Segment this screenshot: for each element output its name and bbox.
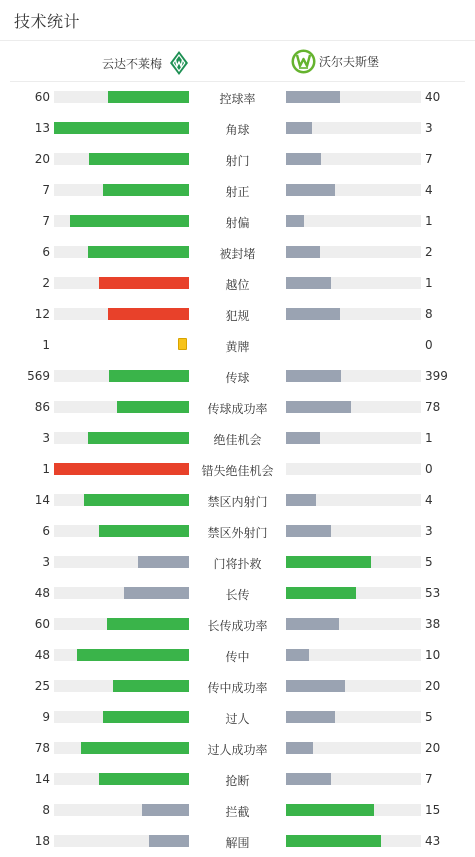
away-value: 8 bbox=[425, 307, 433, 321]
stat-row bbox=[0, 361, 475, 392]
home-bar-fill bbox=[103, 711, 189, 723]
away-bar bbox=[286, 246, 421, 258]
stat-label: 被封堵 bbox=[219, 247, 256, 261]
home-bar bbox=[54, 463, 189, 475]
home-value: 14 bbox=[34, 772, 50, 786]
away-bar-fill bbox=[286, 494, 316, 506]
away-bar bbox=[286, 556, 421, 568]
home-team-name: 云达不莱梅 bbox=[102, 56, 163, 71]
home-bar-fill bbox=[107, 618, 189, 630]
away-bar-fill bbox=[286, 618, 339, 630]
stat-row bbox=[0, 547, 475, 578]
away-bar bbox=[286, 401, 421, 413]
away-bar-fill bbox=[286, 525, 331, 537]
wolfsburg-logo-icon bbox=[291, 49, 316, 74]
stat-label: 禁区内射门 bbox=[207, 495, 268, 509]
home-value: 3 bbox=[42, 431, 50, 445]
home-bar-fill bbox=[113, 680, 189, 692]
away-value: 5 bbox=[425, 555, 433, 569]
home-value: 48 bbox=[34, 586, 50, 600]
stat-row bbox=[0, 485, 475, 516]
home-value: 12 bbox=[34, 307, 50, 321]
home-bar bbox=[54, 773, 189, 785]
home-value: 8 bbox=[42, 803, 50, 817]
stat-label: 拦截 bbox=[225, 805, 250, 819]
away-value: 1 bbox=[425, 276, 433, 290]
home-value: 60 bbox=[34, 90, 50, 104]
away-value: 78 bbox=[425, 400, 441, 414]
home-bar bbox=[54, 246, 189, 258]
stat-row bbox=[0, 268, 475, 299]
away-bar-fill bbox=[286, 91, 340, 103]
home-bar-fill bbox=[88, 432, 189, 444]
away-bar bbox=[286, 308, 421, 320]
away-bar bbox=[286, 91, 421, 103]
stat-label: 长传成功率 bbox=[207, 619, 268, 633]
home-value: 20 bbox=[34, 152, 50, 166]
home-bar-fill bbox=[124, 587, 189, 599]
home-value: 3 bbox=[42, 555, 50, 569]
away-bar bbox=[286, 277, 421, 289]
home-value: 78 bbox=[34, 741, 50, 755]
stat-row bbox=[0, 299, 475, 330]
home-value: 14 bbox=[34, 493, 50, 507]
away-bar-fill bbox=[286, 804, 374, 816]
stat-label: 解围 bbox=[225, 836, 250, 850]
home-value: 13 bbox=[34, 121, 50, 135]
home-bar bbox=[54, 680, 189, 692]
stat-row bbox=[0, 206, 475, 237]
home-bar-fill bbox=[88, 246, 189, 258]
stat-row bbox=[0, 237, 475, 268]
stat-row bbox=[0, 640, 475, 671]
stat-label: 长传 bbox=[225, 588, 250, 602]
home-bar bbox=[54, 91, 189, 103]
away-value: 5 bbox=[425, 710, 433, 724]
home-value: 569 bbox=[27, 369, 50, 383]
teams-header bbox=[10, 41, 465, 81]
away-value: 3 bbox=[425, 524, 433, 538]
home-bar bbox=[54, 308, 189, 320]
away-value: 0 bbox=[425, 338, 433, 352]
away-bar-fill bbox=[286, 153, 321, 165]
away-bar bbox=[286, 215, 421, 227]
stat-label: 传球 bbox=[225, 371, 250, 385]
stat-row bbox=[0, 175, 475, 206]
away-bar bbox=[286, 742, 421, 754]
stat-row bbox=[0, 392, 475, 423]
home-value: 9 bbox=[42, 710, 50, 724]
stat-row bbox=[0, 330, 475, 361]
home-bar-fill bbox=[103, 184, 189, 196]
home-bar-fill bbox=[89, 153, 189, 165]
home-bar-fill bbox=[54, 463, 189, 475]
home-bar-fill bbox=[142, 804, 189, 816]
home-bar-fill bbox=[70, 215, 189, 227]
home-bar-fill bbox=[149, 835, 190, 847]
home-bar bbox=[54, 215, 189, 227]
away-value: 1 bbox=[425, 431, 433, 445]
away-bar bbox=[286, 494, 421, 506]
stat-label: 传球成功率 bbox=[207, 402, 268, 416]
stat-row bbox=[0, 764, 475, 795]
home-value: 6 bbox=[42, 245, 50, 259]
home-bar-fill bbox=[109, 370, 189, 382]
home-bar-fill bbox=[138, 556, 189, 568]
home-bar bbox=[54, 122, 189, 134]
home-bar bbox=[54, 711, 189, 723]
home-bar-fill bbox=[99, 525, 189, 537]
home-bar-fill bbox=[108, 308, 189, 320]
home-bar bbox=[54, 277, 189, 289]
home-team[interactable] bbox=[102, 51, 188, 75]
stat-label: 绝佳机会 bbox=[213, 433, 262, 447]
away-bar-fill bbox=[286, 432, 320, 444]
away-value: 1 bbox=[425, 214, 433, 228]
home-value: 60 bbox=[34, 617, 50, 631]
away-bar-fill bbox=[286, 649, 309, 661]
stat-row bbox=[0, 516, 475, 547]
stat-label: 越位 bbox=[225, 278, 250, 292]
away-bar bbox=[286, 680, 421, 692]
home-value: 2 bbox=[42, 276, 50, 290]
away-bar-fill bbox=[286, 773, 331, 785]
away-bar-fill bbox=[286, 711, 335, 723]
home-value: 86 bbox=[34, 400, 50, 414]
away-bar-fill bbox=[286, 556, 371, 568]
away-bar-fill bbox=[286, 370, 341, 382]
away-bar bbox=[286, 525, 421, 537]
away-bar bbox=[286, 649, 421, 661]
away-bar bbox=[286, 711, 421, 723]
home-bar-fill bbox=[117, 401, 189, 413]
away-bar bbox=[286, 773, 421, 785]
stat-label: 黄牌 bbox=[225, 340, 250, 354]
away-value: 4 bbox=[425, 183, 433, 197]
home-bar bbox=[54, 525, 189, 537]
home-value: 25 bbox=[34, 679, 50, 693]
home-bar bbox=[54, 742, 189, 754]
stat-label: 角球 bbox=[225, 123, 250, 137]
yellow-card-icon bbox=[178, 338, 187, 350]
home-value: 1 bbox=[42, 462, 50, 476]
home-bar bbox=[54, 649, 189, 661]
away-bar bbox=[286, 184, 421, 196]
away-bar-fill bbox=[286, 184, 335, 196]
home-bar bbox=[54, 618, 189, 630]
away-value: 7 bbox=[425, 152, 433, 166]
stats-list bbox=[0, 82, 475, 857]
stat-row bbox=[0, 144, 475, 175]
stat-row bbox=[0, 454, 475, 485]
away-bar bbox=[286, 463, 421, 475]
stat-label: 控球率 bbox=[219, 92, 256, 106]
werder-bremen-logo-icon bbox=[170, 51, 188, 75]
away-value: 15 bbox=[425, 803, 441, 817]
away-bar bbox=[286, 122, 421, 134]
away-value: 43 bbox=[425, 834, 441, 848]
stat-row bbox=[0, 795, 475, 826]
home-bar bbox=[54, 432, 189, 444]
home-bar bbox=[54, 494, 189, 506]
away-bar bbox=[286, 432, 421, 444]
stat-row bbox=[0, 826, 475, 857]
away-bar-fill bbox=[286, 308, 340, 320]
away-team-name: 沃尔夫斯堡 bbox=[319, 55, 380, 69]
away-value: 2 bbox=[425, 245, 433, 259]
away-bar-fill bbox=[286, 277, 331, 289]
away-bar-fill bbox=[286, 680, 345, 692]
stat-label: 射正 bbox=[225, 185, 250, 199]
away-bar-fill bbox=[286, 122, 312, 134]
stat-label: 过人 bbox=[225, 712, 250, 726]
stat-row bbox=[0, 113, 475, 144]
home-value: 48 bbox=[34, 648, 50, 662]
stat-row bbox=[0, 423, 475, 454]
stat-label: 犯规 bbox=[225, 309, 250, 323]
away-value: 38 bbox=[425, 617, 441, 631]
away-value: 20 bbox=[425, 741, 441, 755]
home-bar bbox=[54, 370, 189, 382]
home-bar-fill bbox=[77, 649, 189, 661]
stat-row bbox=[0, 578, 475, 609]
home-bar bbox=[54, 153, 189, 165]
stat-row bbox=[0, 733, 475, 764]
home-value: 18 bbox=[34, 834, 50, 848]
home-bar-fill bbox=[99, 277, 189, 289]
home-bar-fill bbox=[54, 122, 189, 134]
away-value: 53 bbox=[425, 586, 441, 600]
away-value: 40 bbox=[425, 90, 441, 104]
page-title: 技术统计 bbox=[14, 12, 81, 31]
home-value: 7 bbox=[42, 214, 50, 228]
away-bar-fill bbox=[286, 742, 313, 754]
stat-label: 过人成功率 bbox=[207, 743, 268, 757]
away-bar bbox=[286, 618, 421, 630]
home-bar-fill bbox=[84, 494, 189, 506]
stat-label: 射门 bbox=[225, 154, 250, 168]
stat-label: 禁区外射门 bbox=[207, 526, 268, 540]
stat-label: 门将扑救 bbox=[213, 557, 262, 571]
home-bar bbox=[54, 401, 189, 413]
away-bar-fill bbox=[286, 587, 356, 599]
away-bar bbox=[286, 370, 421, 382]
stat-label: 射偏 bbox=[225, 216, 250, 230]
stat-label: 错失绝佳机会 bbox=[201, 464, 274, 478]
away-value: 10 bbox=[425, 648, 441, 662]
home-value: 1 bbox=[42, 338, 50, 352]
home-bar bbox=[54, 556, 189, 568]
away-value: 7 bbox=[425, 772, 433, 786]
away-bar bbox=[286, 153, 421, 165]
home-bar-fill bbox=[81, 742, 189, 754]
away-value: 4 bbox=[425, 493, 433, 507]
stat-row bbox=[0, 82, 475, 113]
home-bar bbox=[54, 835, 189, 847]
away-bar bbox=[286, 835, 421, 847]
home-bar-fill bbox=[99, 773, 189, 785]
stat-row bbox=[0, 609, 475, 640]
home-value: 6 bbox=[42, 524, 50, 538]
away-bar bbox=[286, 587, 421, 599]
away-bar-fill bbox=[286, 215, 304, 227]
away-team[interactable] bbox=[291, 49, 379, 74]
home-bar bbox=[54, 184, 189, 196]
header bbox=[0, 0, 475, 40]
home-bar-fill bbox=[108, 91, 189, 103]
away-bar-fill bbox=[286, 835, 381, 847]
stat-row bbox=[0, 702, 475, 733]
away-value: 3 bbox=[425, 121, 433, 135]
home-value: 7 bbox=[42, 183, 50, 197]
home-bar bbox=[54, 804, 189, 816]
stat-label: 传中 bbox=[225, 650, 250, 664]
away-value: 399 bbox=[425, 369, 448, 383]
away-value: 20 bbox=[425, 679, 441, 693]
away-bar-fill bbox=[286, 246, 320, 258]
home-bar bbox=[54, 587, 189, 599]
away-bar-fill bbox=[286, 401, 351, 413]
away-value: 0 bbox=[425, 462, 433, 476]
stat-label: 抢断 bbox=[225, 774, 250, 788]
stat-label: 传中成功率 bbox=[207, 681, 268, 695]
stat-row bbox=[0, 671, 475, 702]
away-bar bbox=[286, 804, 421, 816]
